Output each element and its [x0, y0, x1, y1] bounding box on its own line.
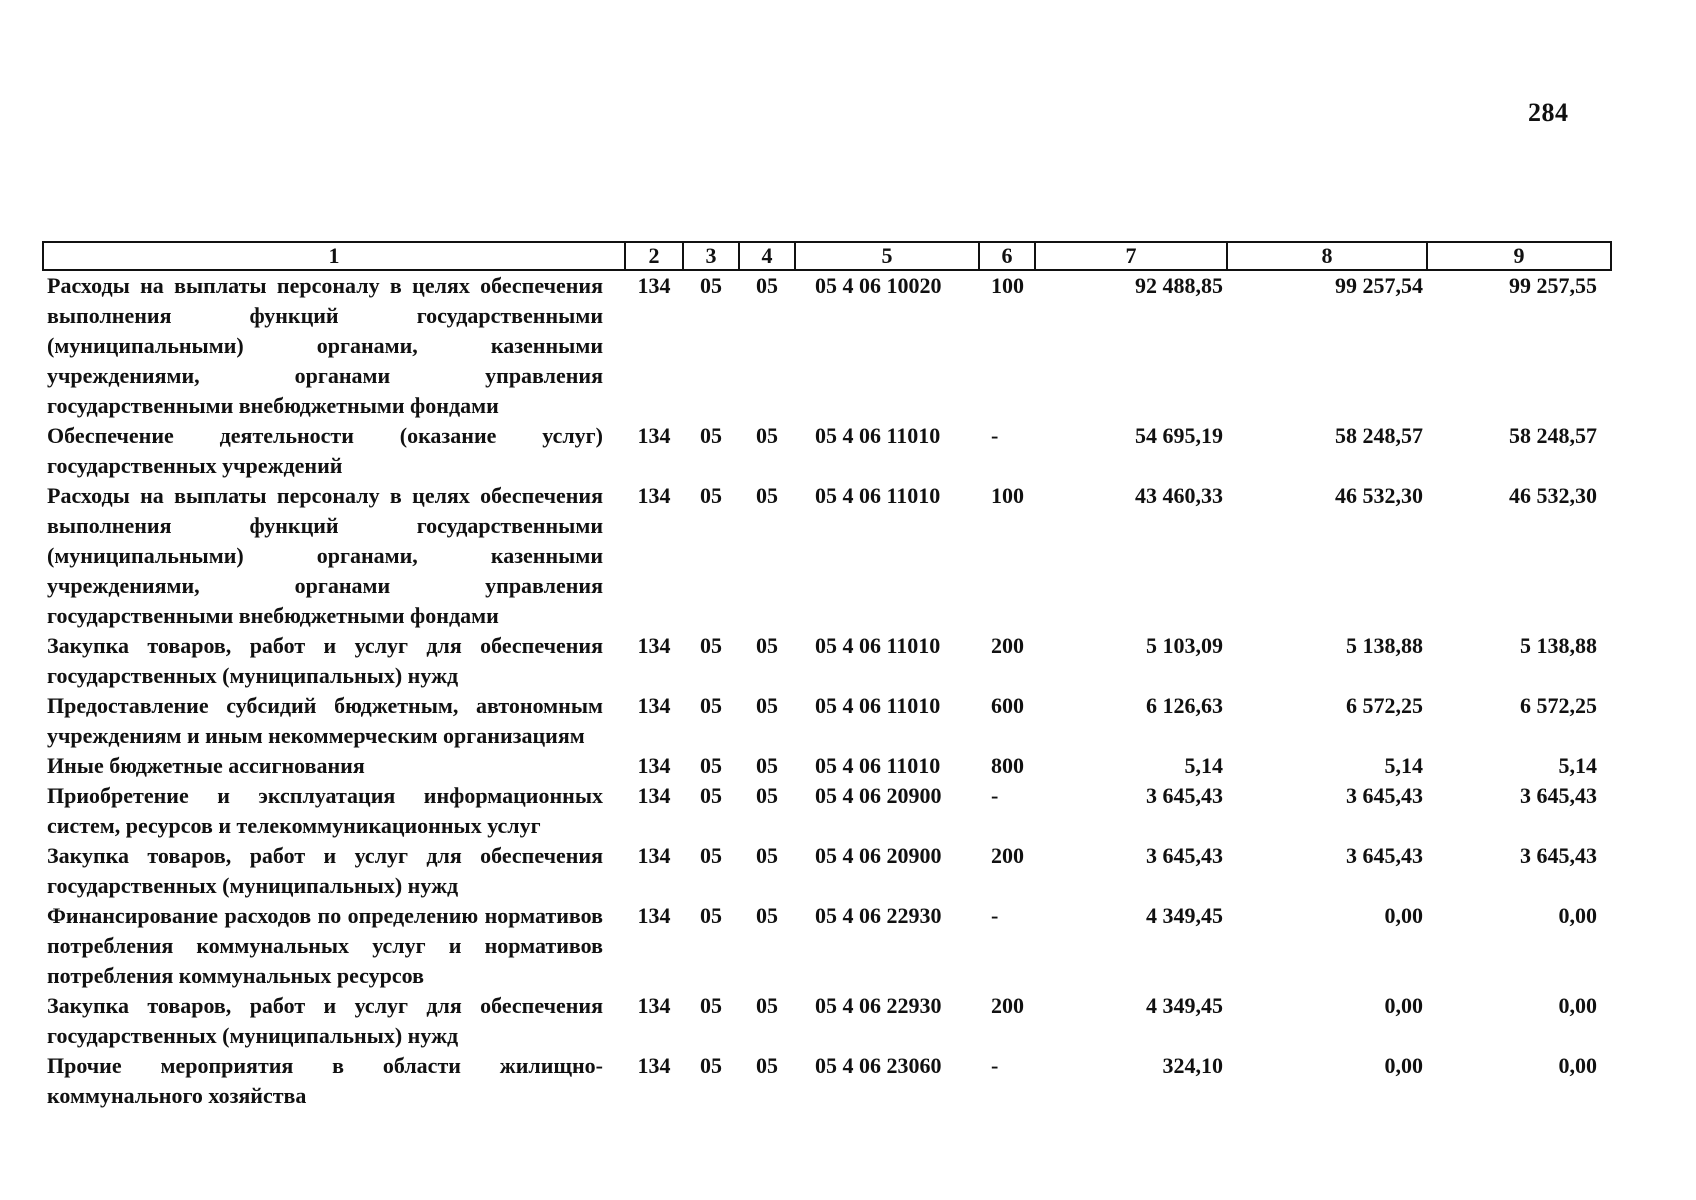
- row-amount-1: 92 488,85: [1135, 273, 1223, 298]
- row-target-article: 05 4 06 10020: [815, 273, 942, 298]
- row-subsection: 05: [756, 843, 778, 868]
- row-amount-1: 43 460,33: [1135, 483, 1223, 508]
- row-amount-2: 0,00: [1384, 903, 1423, 928]
- row-code-admin: 134: [637, 783, 671, 808]
- row-amount-3: 3 645,43: [1520, 783, 1597, 808]
- row-expense-type: 200: [991, 633, 1024, 658]
- row-expense-type: 200: [991, 993, 1024, 1018]
- page-number: 284: [1528, 98, 1569, 127]
- row-section: 05: [700, 1053, 722, 1078]
- table-row: [43, 631, 1611, 691]
- row-amount-3: 0,00: [1558, 903, 1597, 928]
- row-amount-3: 5 138,88: [1520, 633, 1597, 658]
- row-subsection: 05: [756, 483, 778, 508]
- table-row: [43, 841, 1611, 901]
- row-name: Закупка товаров, работ и услуг для обеспечения государственных (муниципальных) нужд: [47, 843, 603, 898]
- row-amount-3: 6 572,25: [1520, 693, 1597, 718]
- row-amount-2: 3 645,43: [1346, 843, 1423, 868]
- row-expense-type: -: [991, 783, 999, 808]
- row-section: 05: [700, 693, 722, 718]
- table-row: [43, 781, 1611, 841]
- row-amount-1: 3 645,43: [1146, 843, 1223, 868]
- row-expense-type: 800: [991, 753, 1024, 778]
- row-amount-1: 3 645,43: [1146, 783, 1223, 808]
- row-target-article: 05 4 06 22930: [815, 993, 942, 1018]
- row-code-admin: 134: [637, 993, 671, 1018]
- row-target-article: 05 4 06 11010: [815, 483, 941, 508]
- row-amount-2: 5,14: [1384, 753, 1423, 778]
- row-amount-1: 4 349,45: [1146, 993, 1223, 1018]
- row-amount-3: 3 645,43: [1520, 843, 1597, 868]
- row-name: Прочие мероприятия в области жилищно-коммунального хозяйства: [47, 1053, 603, 1108]
- row-expense-type: -: [991, 1053, 999, 1078]
- row-section: 05: [700, 483, 722, 508]
- row-amount-2: 99 257,54: [1335, 273, 1423, 298]
- row-section: 05: [700, 783, 722, 808]
- row-section: 05: [700, 993, 722, 1018]
- row-code-admin: 134: [637, 633, 671, 658]
- header-col-1: 1: [43, 242, 625, 270]
- row-name: Закупка товаров, работ и услуг для обеспечения государственных (муниципальных) нужд: [47, 633, 603, 688]
- table-row: [43, 270, 1611, 421]
- row-subsection: 05: [756, 753, 778, 778]
- row-code-admin: 134: [637, 903, 671, 928]
- row-amount-3: 0,00: [1558, 993, 1597, 1018]
- row-subsection: 05: [756, 273, 778, 298]
- row-target-article: 05 4 06 23060: [815, 1053, 942, 1078]
- table-row: [43, 481, 1611, 631]
- row-subsection: 05: [756, 693, 778, 718]
- row-code-admin: 134: [637, 693, 671, 718]
- row-amount-2: 5 138,88: [1346, 633, 1423, 658]
- row-subsection: 05: [756, 423, 778, 448]
- header-col-6: 6: [979, 242, 1035, 270]
- row-code-admin: 134: [637, 483, 671, 508]
- table-row: [43, 421, 1611, 481]
- row-code-admin: 134: [637, 843, 671, 868]
- row-subsection: 05: [756, 993, 778, 1018]
- row-code-admin: 134: [637, 1053, 671, 1078]
- row-amount-3: 5,14: [1558, 753, 1597, 778]
- header-col-5: 5: [795, 242, 979, 270]
- row-amount-1: 6 126,63: [1146, 693, 1223, 718]
- row-name: Предоставление субсидий бюджетным, автономным учреждениям и иным некоммерческим организациям: [47, 693, 603, 748]
- row-amount-3: 46 532,30: [1509, 483, 1597, 508]
- row-target-article: 05 4 06 20900: [815, 843, 942, 868]
- row-section: 05: [700, 753, 722, 778]
- row-target-article: 05 4 06 22930: [815, 903, 942, 928]
- row-name: Закупка товаров, работ и услуг для обеспечения государственных (муниципальных) нужд: [47, 993, 603, 1048]
- table-row: [43, 991, 1611, 1051]
- row-amount-3: 58 248,57: [1509, 423, 1597, 448]
- row-section: 05: [700, 273, 722, 298]
- row-expense-type: 100: [991, 483, 1024, 508]
- row-target-article: 05 4 06 11010: [815, 753, 941, 778]
- row-amount-1: 5,14: [1184, 753, 1223, 778]
- row-target-article: 05 4 06 11010: [815, 423, 941, 448]
- row-amount-2: 46 532,30: [1335, 483, 1423, 508]
- header-col-2: 2: [625, 242, 683, 270]
- row-section: 05: [700, 903, 722, 928]
- row-expense-type: -: [991, 903, 999, 928]
- row-section: 05: [700, 423, 722, 448]
- row-amount-3: 0,00: [1558, 1053, 1597, 1078]
- row-expense-type: 200: [991, 843, 1024, 868]
- row-expense-type: 600: [991, 693, 1024, 718]
- row-expense-type: -: [991, 423, 999, 448]
- row-name: Расходы на выплаты персоналу в целях обеспечения выполнения функций государственными (муниципальными) органами, казенными учреждениями, органами управления государственными внебюджетными фондами: [47, 273, 603, 418]
- row-name: Приобретение и эксплуатация информационных систем, ресурсов и телекоммуникационных услуг: [47, 783, 603, 838]
- header-col-4: 4: [739, 242, 795, 270]
- row-code-admin: 134: [637, 753, 671, 778]
- row-amount-2: 0,00: [1384, 993, 1423, 1018]
- row-subsection: 05: [756, 1053, 778, 1078]
- row-code-admin: 134: [637, 273, 671, 298]
- table-row: [43, 1051, 1611, 1111]
- row-amount-2: 58 248,57: [1335, 423, 1423, 448]
- row-subsection: 05: [756, 903, 778, 928]
- row-target-article: 05 4 06 11010: [815, 693, 941, 718]
- row-name: Обеспечение деятельности (оказание услуг) государственных учреждений: [47, 423, 603, 478]
- row-expense-type: 100: [991, 273, 1024, 298]
- row-name: Расходы на выплаты персоналу в целях обеспечения выполнения функций государственными (муниципальными) органами, казенными учреждениями, органами управления государственными внебюджетными фондами: [47, 483, 603, 628]
- row-amount-2: 3 645,43: [1346, 783, 1423, 808]
- row-amount-2: 0,00: [1384, 1053, 1423, 1078]
- table-row: [43, 751, 1611, 781]
- row-code-admin: 134: [637, 423, 671, 448]
- row-amount-2: 6 572,25: [1346, 693, 1423, 718]
- row-amount-3: 99 257,55: [1509, 273, 1597, 298]
- header-col-9: 9: [1427, 242, 1611, 270]
- row-target-article: 05 4 06 11010: [815, 633, 941, 658]
- row-amount-1: 324,10: [1162, 1053, 1223, 1078]
- budget-table: [42, 241, 1612, 1111]
- row-amount-1: 4 349,45: [1146, 903, 1223, 928]
- row-target-article: 05 4 06 20900: [815, 783, 942, 808]
- table-row: [43, 691, 1611, 751]
- row-amount-1: 54 695,19: [1135, 423, 1223, 448]
- budget-table-container: [42, 241, 1612, 1111]
- row-name: Иные бюджетные ассигнования: [47, 753, 365, 778]
- row-section: 05: [700, 843, 722, 868]
- row-subsection: 05: [756, 783, 778, 808]
- row-subsection: 05: [756, 633, 778, 658]
- table-row: [43, 901, 1611, 991]
- row-name: Финансирование расходов по определению нормативов потребления коммунальных услуг и нормативов потребления коммунальных ресурсов: [47, 903, 603, 988]
- header-col-7: 7: [1035, 242, 1227, 270]
- header-col-3: 3: [683, 242, 739, 270]
- header-row: [43, 242, 1611, 270]
- row-amount-1: 5 103,09: [1146, 633, 1223, 658]
- header-col-8: 8: [1227, 242, 1427, 270]
- row-section: 05: [700, 633, 722, 658]
